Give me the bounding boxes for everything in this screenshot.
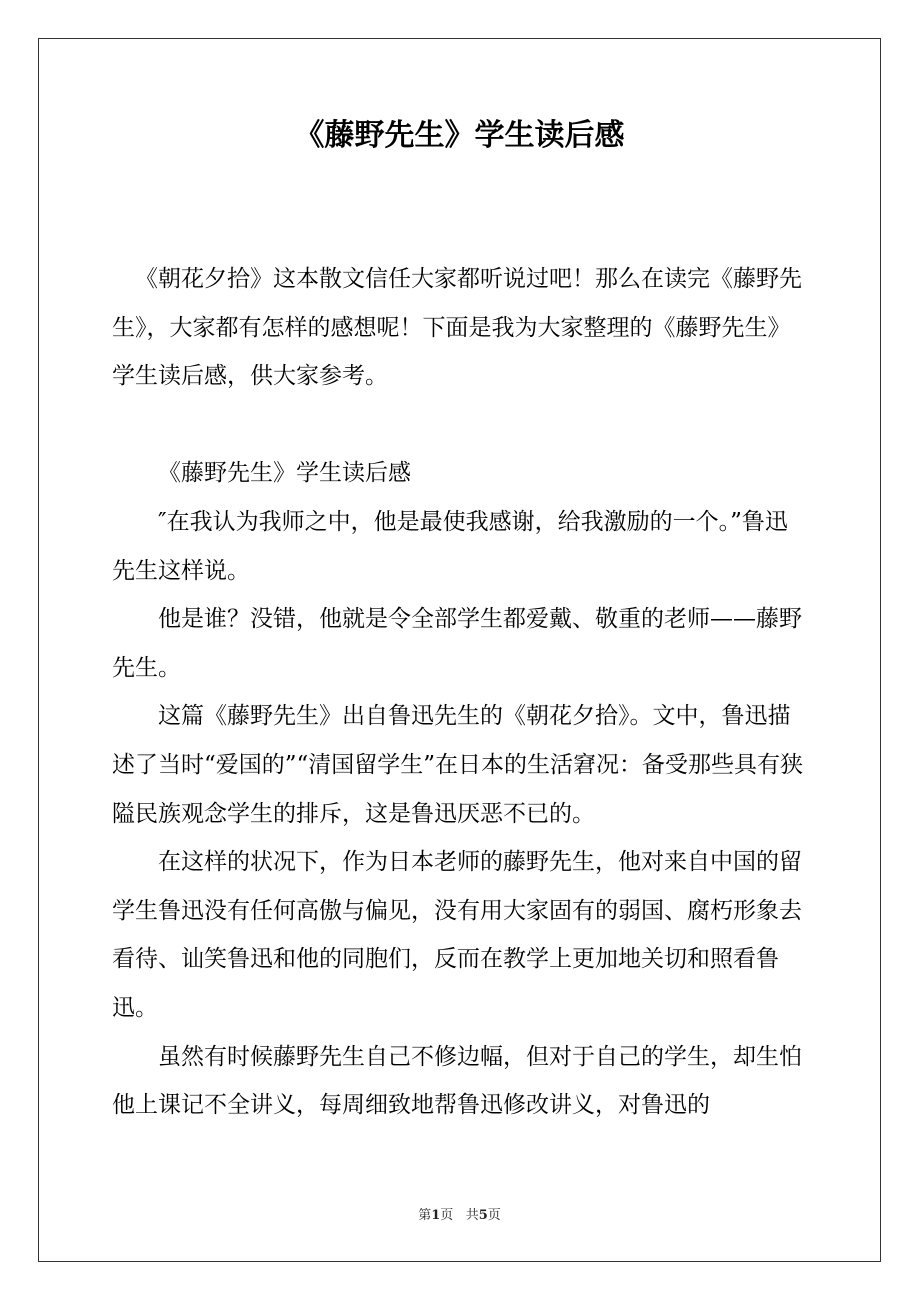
- current-page-number: 1: [431, 1208, 441, 1223]
- body-paragraph: ″在我认为我师之中，他是最使我感谢，给我激励的一个。”鲁迅先生这样说。: [112, 508, 788, 584]
- paragraph-spacer: [112, 401, 808, 450]
- body-paragraph: 这篇《藤野先生》出自鲁迅先生的《朝花夕拾》。文中，鲁迅描述了当时“爱国的”“清国留学生”在日本的生活窘况：备受那些具有狭隘民族观念学生的排斥，这是鲁迅厌恶不已的。: [112, 703, 804, 827]
- intro-paragraph: 《朝花夕拾》这本散文信任大家都听说过吧！那么在读完《藤野先生》，大家都有怎样的感想呢！下面是我为大家整理的《藤野先生》学生读后感，供大家参考。: [112, 266, 802, 390]
- body-paragraph: 虽然有时候藤野先生自己不修边幅，但对于自己的学生，却生怕他上课记不全讲义，每周细致地帮鲁迅修改讲义，对鲁迅的: [112, 1043, 802, 1119]
- page-prefix: 第: [418, 1208, 432, 1223]
- document-body: [112, 255, 808, 1130]
- total-prefix: 共: [465, 1208, 479, 1223]
- total-pages-number: 5: [478, 1208, 488, 1223]
- page-suffix: 页: [440, 1208, 454, 1223]
- total-suffix: 页: [487, 1208, 501, 1223]
- section-subtitle: 《藤野先生》学生读后感: [158, 460, 411, 487]
- body-paragraph: 在这样的状况下，作为日本老师的藤野先生，他对来自中国的留学生鲁迅没有任何高傲与偏见，没有用大家固有的弱国、腐朽形象去看待、讪笑鲁迅和他的同胞们，反而在教学上更加地关切和照看鲁迅。: [112, 849, 802, 1021]
- page-footer: [38, 1206, 881, 1226]
- body-paragraph: 他是谁？没错，他就是令全部学生都爱戴、敬重的老师——藤野先生。: [112, 606, 802, 681]
- document-title: 《藤野先生》学生读后感: [294, 118, 625, 153]
